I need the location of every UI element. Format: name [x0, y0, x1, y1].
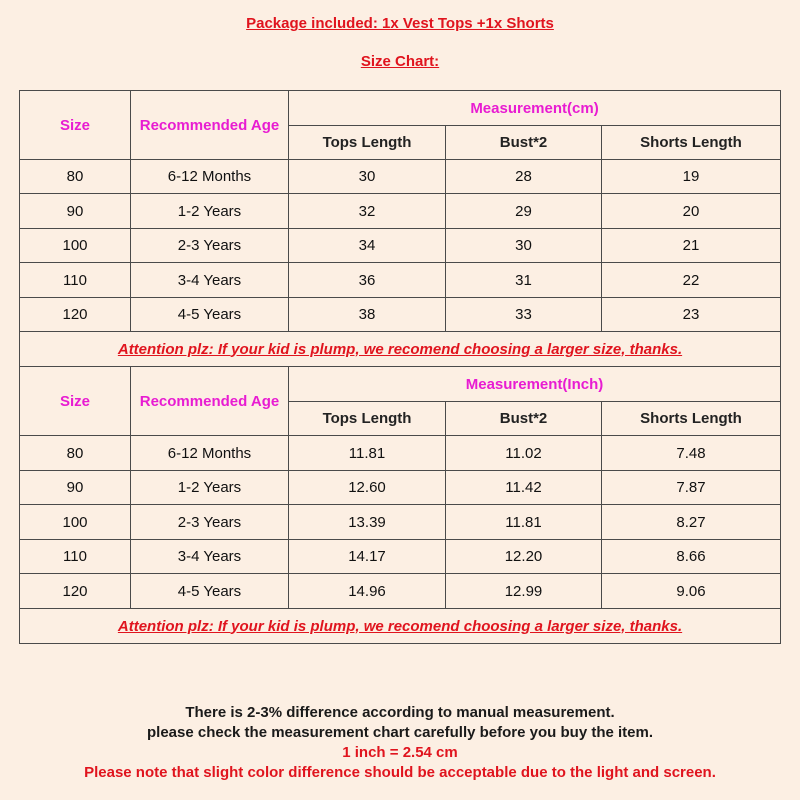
table-row — [20, 540, 781, 574]
cell-shorts: 21 — [602, 229, 781, 263]
cell-size: 110 — [20, 263, 131, 298]
note-inch-conversion: 1 inch = 2.54 cm — [342, 744, 458, 761]
header-recommended-age: Recommended Age — [131, 367, 289, 436]
cell-age: 6-12 Months — [131, 160, 289, 194]
table-row — [20, 298, 781, 332]
cell-age: 3-4 Years — [131, 540, 289, 574]
table-row — [20, 160, 781, 194]
cell-size: 120 — [20, 574, 131, 609]
cell-bust: 31 — [446, 263, 602, 298]
header-shorts-length: Shorts Length — [602, 126, 781, 160]
cell-tops: 14.17 — [289, 540, 446, 574]
cell-size: 80 — [20, 160, 131, 194]
note-color-difference: Please note that slight color difference should be acceptable due to the light and screen. — [84, 764, 716, 781]
cell-size: 110 — [20, 540, 131, 574]
cell-shorts: 8.27 — [602, 505, 781, 540]
table-row — [20, 471, 781, 505]
cell-size: 100 — [20, 229, 131, 263]
cell-bust: 11.81 — [446, 505, 602, 540]
cell-tops: 11.81 — [289, 436, 446, 471]
attention-note: Attention plz: If your kid is plump, we recomend choosing a larger size, thanks. — [20, 609, 781, 644]
header-shorts-length: Shorts Length — [602, 402, 781, 436]
cell-shorts: 7.87 — [602, 471, 781, 505]
header-measurement: Measurement(cm) — [289, 91, 781, 126]
attention-note: Attention plz: If your kid is plump, we recomend choosing a larger size, thanks. — [20, 332, 781, 367]
table-row — [20, 436, 781, 471]
cell-bust: 12.20 — [446, 540, 602, 574]
cell-size: 90 — [20, 471, 131, 505]
cell-shorts: 19 — [602, 160, 781, 194]
cell-bust: 11.42 — [446, 471, 602, 505]
cell-bust: 28 — [446, 160, 602, 194]
cell-bust: 29 — [446, 194, 602, 229]
cell-size: 80 — [20, 436, 131, 471]
size-table-inch — [19, 366, 781, 644]
cell-size: 120 — [20, 298, 131, 332]
cell-age: 6-12 Months — [131, 436, 289, 471]
package-title: Package included: 1x Vest Tops +1x Shorts — [246, 15, 554, 32]
cell-size: 90 — [20, 194, 131, 229]
note-measurement-difference: There is 2-3% difference according to manual measurement. — [185, 704, 615, 721]
cell-age: 1-2 Years — [131, 194, 289, 229]
cell-bust: 33 — [446, 298, 602, 332]
cell-shorts: 8.66 — [602, 540, 781, 574]
cell-tops: 32 — [289, 194, 446, 229]
note-check-chart: please check the measurement chart carefully before you buy the item. — [146, 724, 653, 741]
cell-tops: 38 — [289, 298, 446, 332]
header-recommended-age: Recommended Age — [131, 91, 289, 160]
header-size: Size — [20, 367, 131, 436]
cell-age: 2-3 Years — [131, 229, 289, 263]
cell-bust: 30 — [446, 229, 602, 263]
cell-shorts: 23 — [602, 298, 781, 332]
cell-bust: 11.02 — [446, 436, 602, 471]
header-bust: Bust*2 — [446, 126, 602, 160]
header-measurement: Measurement(Inch) — [289, 367, 781, 402]
cell-tops: 30 — [289, 160, 446, 194]
table-row — [20, 263, 781, 298]
size-chart-title: Size Chart: — [360, 53, 440, 70]
cell-tops: 34 — [289, 229, 446, 263]
header-bust: Bust*2 — [446, 402, 602, 436]
header-tops-length: Tops Length — [289, 126, 446, 160]
cell-size: 100 — [20, 505, 131, 540]
table-row — [20, 505, 781, 540]
header-size: Size — [20, 91, 131, 160]
cell-age: 4-5 Years — [131, 574, 289, 609]
cell-bust: 12.99 — [446, 574, 602, 609]
table-row — [20, 574, 781, 609]
table-row — [20, 194, 781, 229]
cell-tops: 12.60 — [289, 471, 446, 505]
cell-age: 4-5 Years — [131, 298, 289, 332]
cell-tops: 13.39 — [289, 505, 446, 540]
cell-shorts: 7.48 — [602, 436, 781, 471]
cell-shorts: 9.06 — [602, 574, 781, 609]
cell-age: 1-2 Years — [131, 471, 289, 505]
cell-age: 2-3 Years — [131, 505, 289, 540]
cell-age: 3-4 Years — [131, 263, 289, 298]
cell-tops: 14.96 — [289, 574, 446, 609]
cell-shorts: 20 — [602, 194, 781, 229]
table-row — [20, 229, 781, 263]
size-table-cm — [19, 90, 781, 367]
header-tops-length: Tops Length — [289, 402, 446, 436]
notes-block — [0, 703, 800, 783]
cell-tops: 36 — [289, 263, 446, 298]
cell-shorts: 22 — [602, 263, 781, 298]
